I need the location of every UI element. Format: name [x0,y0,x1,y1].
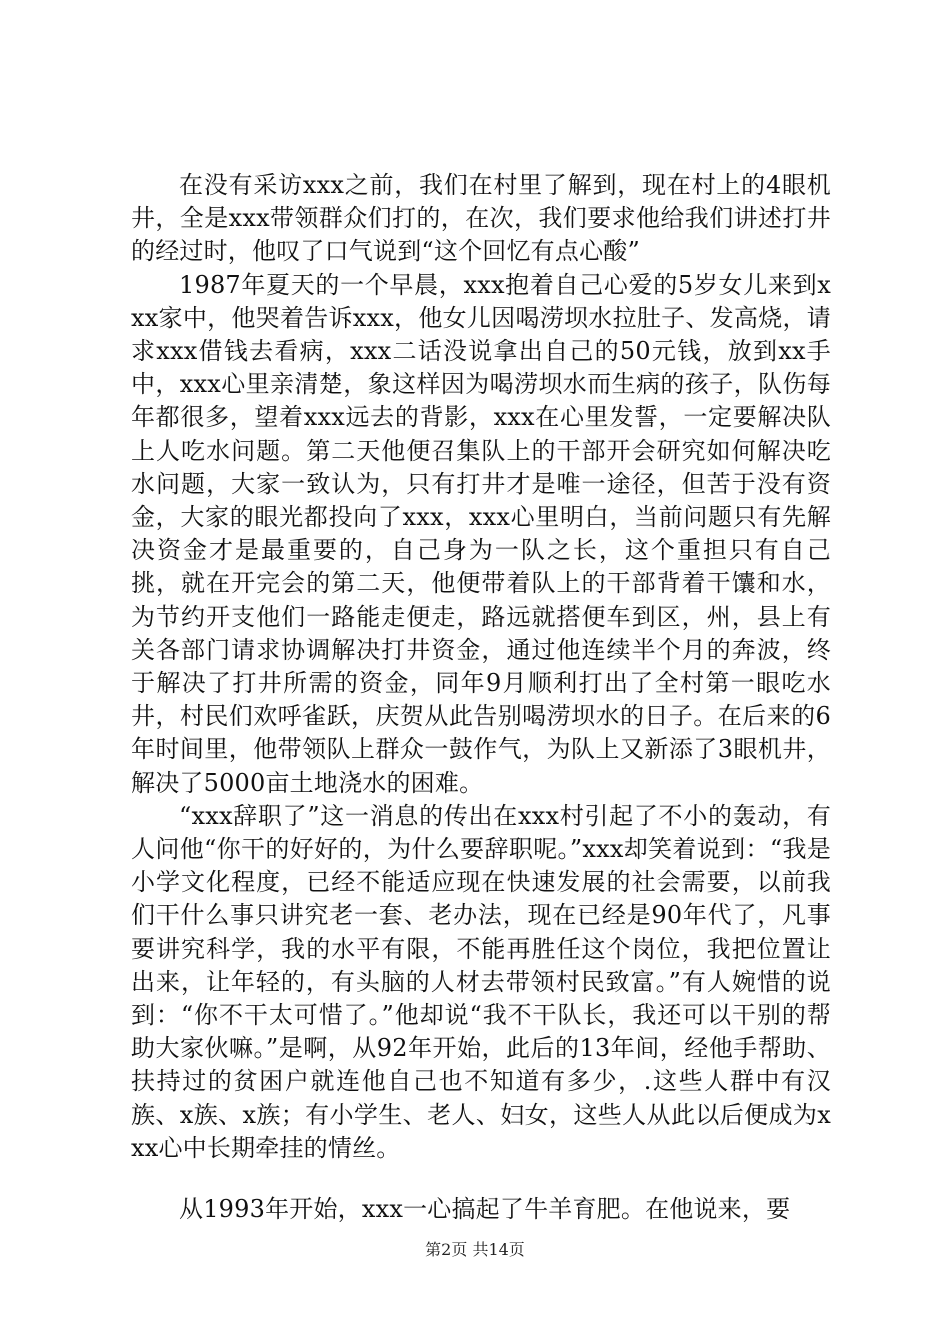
paragraph-3: “xxx辞职了”这一消息的传出在xxx村引起了不小的轰动，有人问他“你干的好好的，为什么要辞职呢。”xxx却笑着说到：“我是小学文化程度，已经不能适应现在快速发展的社会需要，以前我们干什么事只讲究老一套、老办法，现在已经是90年代了，凡事要讲究科学，我的水平有限，不能再胜任这个岗位，我把位置让出来，让年轻的，有头脑的人材去带领村民致富。”有人婉惜的说到：“你不干太可惜了。”他却说“我不干队长，我还可以干别的帮助大家伙嘛。”是啊，从92年开始，此后的13年间，经他手帮助、扶持过的贫困户就连他自己也不知道有多少，.这些人群中有汉族、x族、x族；有小学生、老人、妇女，这些人从此以后便成为xxx心中长期牵挂的情丝。 [131,801,831,1162]
page-number-footer: 第2页 共14页 [425,1240,525,1259]
paragraph-1: 在没有采访xxx之前，我们在村里了解到，现在村上的4眼机井，全是xxx带领群众们打的，在次，我们要求他给我们讲述打井的经过时，他叹了口气说到“这个回忆有点心酸” [131,171,831,266]
document-body [131,169,831,1226]
paragraph-2: 1987年夏天的一个早晨，xxx抱着自己心爱的5岁女儿来到xxx家中，他哭着告诉xxx，他女儿因喝涝坝水拉肚子、发高烧，请求xxx借钱去看病，xxx二话没说拿出自己的50元钱，放到xx手中，xxx心里亲清楚，象这样因为喝涝坝水而生病的孩子，队伤每年都很多，望着xxx远去的背影，xxx在心里发誓，一定要解决队上人吃水问题。第二天他便召集队上的干部开会研究如何解决吃水问题，大家一致认为，只有打井才是唯一途径，但苦于没有资金，大家的眼光都投向了xxx，xxx心里明白，当前问题只有先解决资金才是最重要的，自己身为一队之长，这个重担只有自己挑，就在开完会的第二天，他便带着队上的干部背着干馕和水，为节约开支他们一路能走便走，路远就搭便车到区，州，县上有关各部门请求协调解决打井资金，通过他连续半个月的奔波，终于解决了打井所需的资金，同年9月顺利打出了全村第一眼吃水井，村民们欢呼雀跃，庆贺从此告别喝涝坝水的日子。在后来的6年时间里，他带领队上群众一鼓作气，为队上又新添了3眼机井，解决了5000亩土地浇水的困难。 [131,270,831,797]
paragraph-4: 从1993年开始，xxx一心搞起了牛羊育肥。在他说来，要 [179,1195,791,1224]
